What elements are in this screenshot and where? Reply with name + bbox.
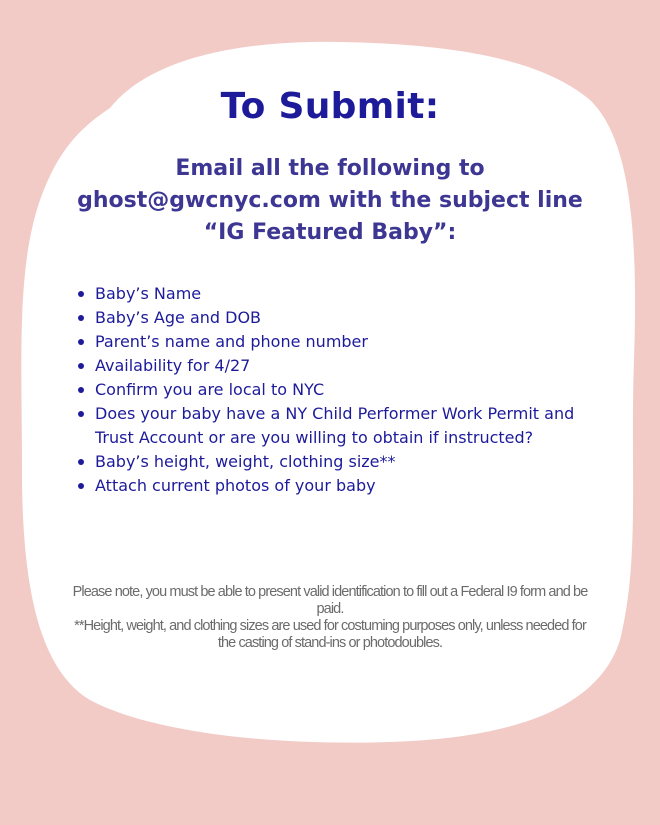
- list-item-text: Baby’s Age and DOB: [95, 308, 262, 327]
- bullet-icon: [78, 339, 84, 345]
- list-item: [78, 474, 598, 498]
- bullet-icon: [78, 363, 84, 369]
- bullet-icon: [78, 315, 84, 321]
- sizes-note: **Height, weight, and clothing sizes are used for costuming purposes only, unless needed for the casting of stand-ins or photodoubles.: [74, 618, 586, 651]
- fine-print-notes: [70, 584, 590, 652]
- list-item-text: Does your baby have a NY Child Performer Work Permit and Trust Account or are you willing to obtain if instructed?: [95, 404, 575, 447]
- bullet-icon: [78, 483, 84, 489]
- list-item: [78, 402, 598, 450]
- requirements-list: [78, 282, 598, 498]
- bullet-icon: [78, 459, 84, 465]
- email-instructions: [60, 153, 600, 249]
- page-title: To Submit:: [220, 86, 440, 127]
- list-item: [78, 282, 598, 306]
- list-item: [78, 450, 598, 474]
- list-item-text: Baby’s Name: [95, 284, 202, 303]
- bullet-icon: [78, 291, 84, 297]
- email-instructions-line-3: “IG Featured Baby”:: [203, 220, 457, 245]
- list-item-text: Availability for 4/27: [95, 356, 251, 375]
- list-item: [78, 306, 598, 330]
- list-item: [78, 378, 598, 402]
- list-item: [78, 354, 598, 378]
- bullet-icon: [78, 411, 84, 417]
- identification-note: Please note, you must be able to present valid identification to fill out a Federal I9 form and be paid.: [72, 584, 588, 617]
- email-instructions-line-1: Email all the following to: [175, 156, 485, 181]
- list-item-text: Attach current photos of your baby: [95, 476, 376, 495]
- bullet-icon: [78, 387, 84, 393]
- email-instructions-line-2: ghost@gwcnyc.com with the subject line: [77, 188, 583, 213]
- list-item-text: Confirm you are local to NYC: [95, 380, 325, 399]
- list-item: [78, 330, 598, 354]
- list-item-text: Parent’s name and phone number: [95, 332, 368, 351]
- list-item-text: Baby’s height, weight, clothing size**: [95, 452, 396, 471]
